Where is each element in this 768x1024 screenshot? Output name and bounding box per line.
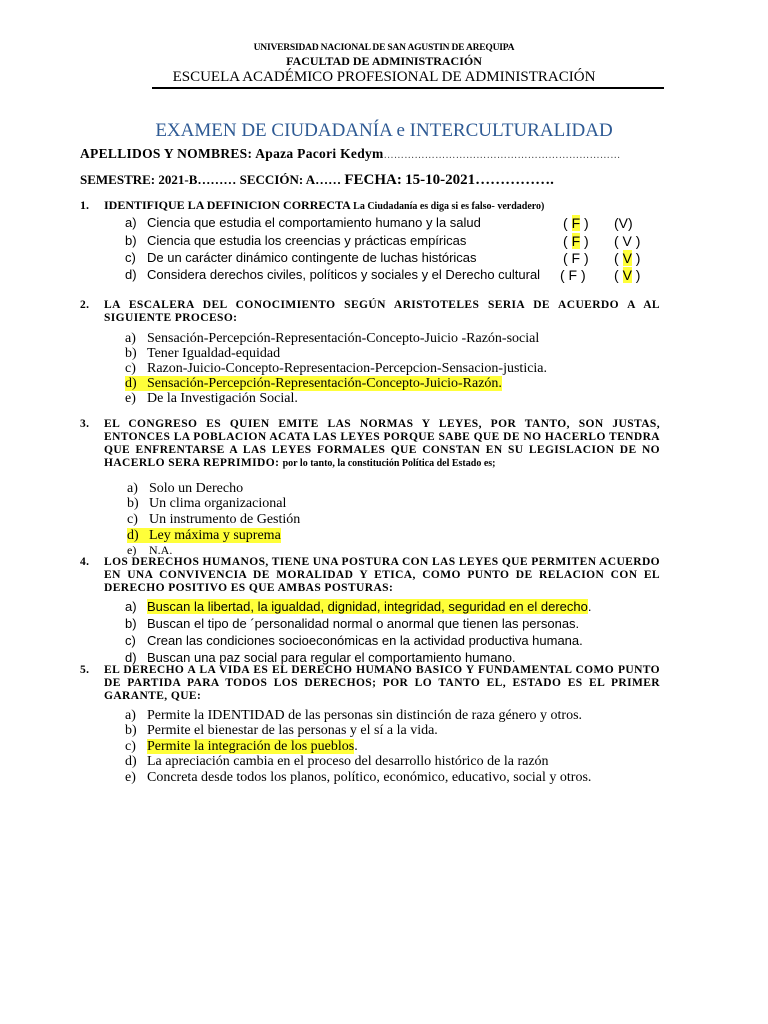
answer-true-1a: (V) [614, 215, 633, 231]
option-text-highlighted: Sensación-Percepción-Representación-Concepto-Juicio-Razón. [147, 376, 502, 391]
option-4c [125, 633, 583, 649]
option-text: Un instrumento de Gestión [149, 512, 301, 527]
option-5c: c) Permite la integración de los pueblos. [125, 739, 358, 754]
option-2d [125, 376, 502, 392]
answer-false-1c: ( F ) [563, 250, 589, 266]
option-letter: d) [125, 650, 137, 665]
faculty-name: FACULTAD DE ADMINISTRACIÓN [286, 54, 482, 68]
answer-false-1d: ( F ) [560, 267, 586, 283]
answer-true-1b: ( V ) [614, 233, 641, 249]
option-text: Considera derechos civiles, políticos y sociales y el Derecho cultural [147, 267, 541, 282]
option-1d [125, 267, 540, 283]
option-2e [125, 391, 298, 407]
student-name-line [80, 146, 621, 162]
student-dots: …………………………………………………………… [383, 150, 621, 161]
option-letter: c) [125, 361, 136, 376]
option-2b [125, 346, 280, 362]
question-2 [80, 299, 660, 325]
option-letter: a) [125, 215, 137, 230]
option-letter: e) [125, 770, 136, 785]
option-text: De la Investigación Social. [147, 391, 298, 406]
question-text: EL CONGRESO ES QUIEN EMITE LAS NORMAS Y LEYES, POR TANTO, SON JUSTAS, ENTONCES LA POBLACION ACATA LAS LEYES PORQUE SABE QUE DE NO HACERLO TENDRA QUE ENFRENTARSE A LAS LEYES FORMALES QUE CONSTAN EN SU LEGISLACION DE NO HACERLO SERA REPRIMIDO: [104, 418, 660, 469]
answer-false-1a: ( F ) [563, 215, 589, 231]
option-text-highlighted: Permite la integración de los pueblos [147, 739, 355, 754]
option-letter: b) [125, 723, 137, 738]
option-text: N.A. [149, 543, 173, 557]
option-1c [125, 250, 477, 266]
header-divider [152, 87, 664, 89]
option-letter: d) [127, 528, 139, 543]
section-text: SECCIÓN: A…… [239, 172, 342, 187]
exam-title: EXAMEN DE CIUDADANÍA e INTERCULTURALIDAD [155, 120, 613, 141]
question-text: EL DERECHO A LA VIDA ES EL DERECHO HUMANO BASICO Y FUNDAMENTAL COMO PUNTO DE PARTIDA PARA TODOS LOS DERECHOS; POR LO TANTO EL, ESTADO ES EL PRIMER GARANTE, QUE: [104, 664, 660, 702]
option-text: Permite la IDENTIDAD de las personas sin distinción de raza género y otros. [147, 708, 583, 723]
semester-line [80, 172, 554, 189]
option-letter: a) [125, 708, 136, 723]
question-number: 5. [80, 664, 90, 676]
option-5b [125, 723, 438, 739]
answer-true-1d: ( V ) [614, 267, 641, 283]
option-4b [125, 616, 579, 632]
option-letter: b) [127, 496, 139, 511]
option-3b [127, 496, 286, 512]
option-text: Buscan el tipo de ´personalidad normal o anormal que tienen las personas. [147, 616, 580, 631]
question-tail: por lo tanto, la constitución Política del Estado es; [282, 458, 496, 469]
option-5d [125, 754, 549, 770]
option-3a [127, 481, 243, 497]
option-letter: b) [125, 233, 137, 248]
university-name: UNIVERSIDAD NACIONAL DE SAN AGUSTIN DE AREQUIPA [253, 43, 515, 53]
question-4 [80, 556, 660, 595]
question-number: 2. [80, 299, 90, 311]
marked-answer: F [571, 233, 581, 249]
option-text: Razon-Juicio-Concepto-Representacion-Percepcion-Sensacion-justicia. [147, 361, 548, 376]
student-value: Apaza Pacori Kedym [255, 146, 384, 161]
question-number: 4. [80, 556, 90, 568]
school-name: ESCUELA ACADÉMICO PROFESIONAL DE ADMINISTRACIÓN [172, 69, 596, 85]
option-text: De un carácter dinámico contingente de luchas históricas [147, 250, 477, 265]
question-5 [80, 664, 660, 703]
option-letter: e) [127, 543, 137, 557]
question-number: 3. [80, 418, 90, 430]
option-text: Solo un Derecho [149, 481, 244, 496]
option-text: Un clima organizacional [149, 496, 287, 511]
option-5a [125, 708, 582, 724]
option-letter: a) [125, 599, 137, 614]
option-text: Concreta desde todos los planos, político, económico, educativo, social y otros. [147, 770, 592, 785]
option-letter: d) [125, 267, 137, 282]
option-2a [125, 331, 539, 347]
option-letter: a) [125, 331, 136, 346]
option-letter: d) [125, 376, 137, 391]
option-3c [127, 512, 300, 528]
option-1a [125, 215, 481, 231]
date-label: FECHA: [344, 172, 402, 188]
question-3 [80, 418, 660, 470]
option-text: Ciencia que estudia los creencias y prácticas empíricas [147, 233, 467, 248]
question-note: La Ciudadanía es diga si es falso- verdadero) [353, 201, 545, 212]
option-text: La apreciación cambia en el proceso del desarrollo histórico de la razón [147, 754, 549, 769]
option-letter: e) [125, 391, 136, 406]
option-1b [125, 233, 466, 249]
date-value: 15-10-2021……………. [405, 172, 554, 188]
option-letter: b) [125, 616, 137, 631]
option-letter: b) [125, 346, 137, 361]
question-text: LOS DERECHOS HUMANOS, TIENE UNA POSTURA CON LAS LEYES QUE PERMITEN ACUERDO EN UNA CONVIVENCIA DE MORALIDAD Y ETICA, COMO PUNTO DE RELACION CON EL DERECHO POSITIVO ES QUE AMBAS POSTURAS: [104, 556, 660, 594]
answer-false-1b: ( F ) [563, 233, 589, 249]
option-text: Buscan una paz social para regular el comportamiento humano. [147, 650, 516, 665]
marked-answer: V [622, 250, 632, 266]
marked-answer: F [571, 215, 581, 231]
option-5e [125, 770, 591, 786]
question-text: LA ESCALERA DEL CONOCIMIENTO SEGÚN ARISTOTELES SERIA DE ACUERDO A AL SIGUIENTE PROCESO: [104, 299, 660, 324]
option-text: Tener Igualdad-equidad [147, 346, 281, 361]
option-2c [125, 361, 547, 377]
question-1 [80, 198, 660, 213]
option-letter: c) [125, 250, 136, 265]
question-number: 1. [80, 198, 89, 212]
marked-answer: V [622, 267, 632, 283]
option-text: Permite el bienestar de las personas y el sí a la vida. [147, 723, 438, 738]
option-letter: c) [125, 633, 136, 648]
answer-true-1c: ( V ) [614, 250, 641, 266]
option-text-highlighted: Ley máxima y suprema [149, 528, 281, 543]
option-text: Crean las condiciones socioeconómicas en la actividad productiva humana. [147, 633, 583, 648]
question-text: IDENTIFIQUE LA DEFINICION CORRECTA [104, 198, 351, 212]
student-label: APELLIDOS Y NOMBRES: [80, 146, 253, 161]
semester-text: SEMESTRE: 2021-B……… [80, 172, 237, 187]
option-text: Ciencia que estudia el comportamiento humano y la salud [147, 215, 481, 230]
option-letter: a) [127, 481, 138, 496]
option-letter: c) [127, 512, 138, 527]
option-letter: d) [125, 754, 137, 769]
option-4a: a) Buscan la libertad, la igualdad, dignidad, integridad, seguridad en el derecho. [125, 599, 592, 614]
option-text: Sensación-Percepción-Representación-Concepto-Juicio -Razón-social [147, 331, 540, 346]
option-letter: c) [125, 739, 136, 754]
option-text-highlighted: Buscan la libertad, la igualdad, dignidad, integridad, seguridad en el derecho [147, 599, 588, 614]
